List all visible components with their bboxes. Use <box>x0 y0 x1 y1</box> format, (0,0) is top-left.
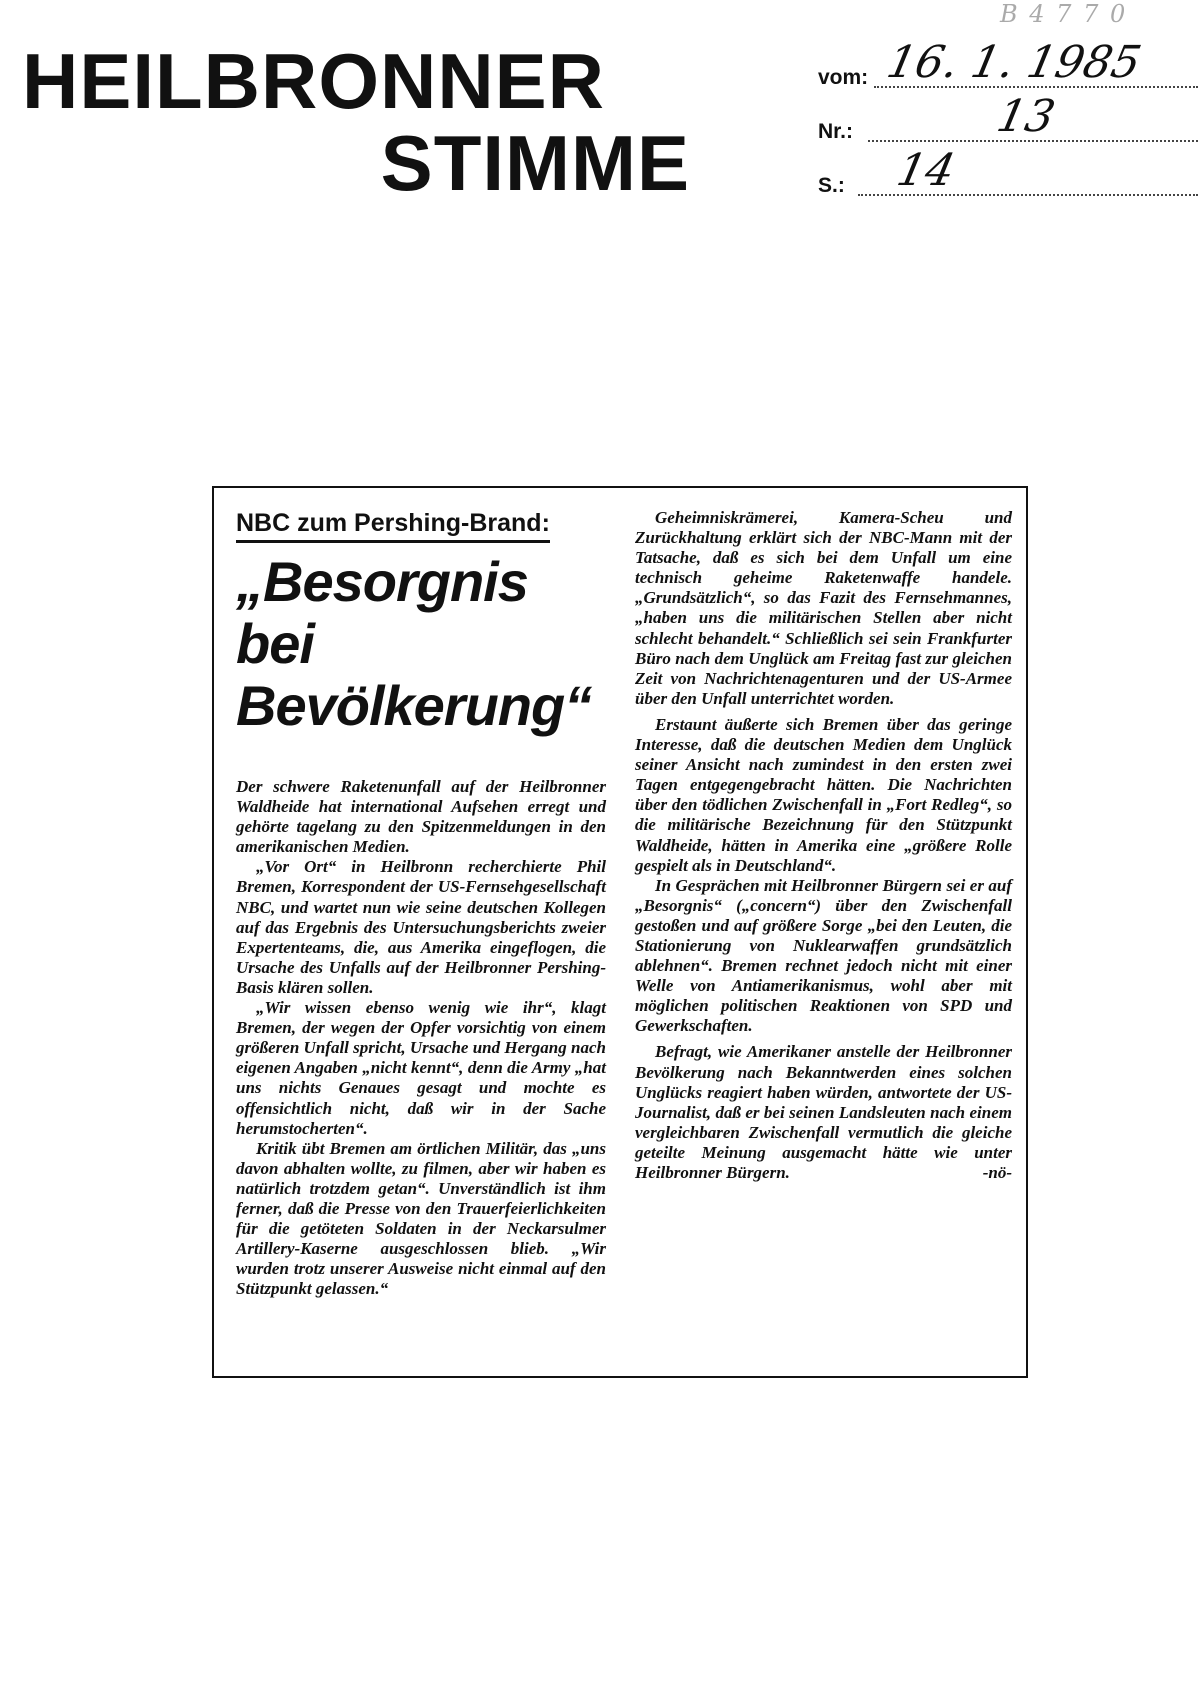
date-label: vom: <box>818 66 869 89</box>
date-value: 16. 1. 1985 <box>882 37 1146 88</box>
date-row <box>818 37 1198 94</box>
issue-number-row <box>818 91 1198 148</box>
article-paragraph: Erstaunt äußerte sich Bremen über das geringe Interesse, daß die deutschen Medien dem Unglück seiner Ansicht nach zumindest in den ersten zwei Tagen entgegengebracht hätten. Die Nachrichten über den tödlichen Zwischenfall in „Fort Redleg“, so die militärische Bezeichnung für den Stützpunkt Waldheide, hätten in Amerika eine „größere Rolle gespielt als in Deutschland“. <box>635 714 1012 875</box>
article-paragraph: In Gesprächen mit Heilbronner Bürgern sei er auf „Besorgnis“ („concern“) über den Zwischenfall gestoßen und auf größere Sorge „bei den Leuten, die Stationierung von Nuklearwaffen grundsätzlich ablehnen“. Bremen rechnet jedoch nicht mit einer Welle von Antiamerikanismus, wohl aber mit möglichen politischen Reaktionen von SPD und Gewerkschaften. <box>635 875 1012 1036</box>
clipping-metadata <box>818 37 1198 202</box>
page-number-row <box>818 145 1198 202</box>
page-number-value: 14 <box>892 145 960 196</box>
article-right-column <box>635 508 1012 1183</box>
archive-note: B 4 7 7 0 <box>1000 0 1128 28</box>
article-kicker: NBC zum Pershing-Brand: <box>236 508 550 543</box>
issue-number-value: 13 <box>992 91 1060 142</box>
author-signature: -nö- <box>982 1163 1012 1183</box>
article-paragraph: „Wir wissen ebenso wenig wie ihr“, klagt Bremen, der wegen der Opfer vorsichtig von einem größeren Unfall spricht, Ursache und Hergang nach eigenen Angaben „nicht kennt“, denn die Army „hat uns nichts Genaues gesagt und mochte es offensichtlich nicht, daß wir in der Sache herumstocherten“. <box>236 998 606 1138</box>
page-number-label: S.: <box>818 174 845 197</box>
article-paragraph: Kritik übt Bremen am örtlichen Militär, das „uns davon abhalten wollte, zu filmen, aber wir haben es natürlich trotzdem getan“. Unverständlich ist ihm ferner, daß die Presse von den Trauerfeierlichkeiten für die getöteten Soldaten in der Neckarsulmer Artillery-Kaserne ausgeschlossen blieb. „Wir wurden trotz unserer Ausweise nicht einmal auf den Stützpunkt gelassen.“ <box>236 1138 606 1299</box>
article-paragraph: „Vor Ort“ in Heilbronn recherchierte Phil Bremen, Korrespondent der US-Fernsehgesellschaft NBC, und wartet nun wie seine deutschen Kollegen auf das Ergebnis des Untersuchungsberichts zweier Expertenteams, die, aus Amerika eingeflogen, die Ursache des Unfalls auf der Heilbronner Pershing-Basis klären sollen. <box>236 857 606 997</box>
article-paragraph: Geheimniskrämerei, Kamera-Scheu und Zurückhaltung erklärt sich der NBC-Mann mit der Tatsache, daß es sich bei dem Unfall um eine technisch geheime Raketenwaffe handele. „Grundsätzlich“, so das Fazit des Fernsehmannes, „haben uns die militärischen Stellen aber nicht schlecht behandelt.“ Schließlich sei sein Frankfurter Büro nach dem Unglück am Freitag fast zur gleichen Zeit von Nachrichtenagenturen und der US-Armee über den Unfall unterrichtet worden. <box>635 508 1012 708</box>
masthead-line-2: STIMME <box>380 119 690 207</box>
article-left-column <box>236 508 606 1299</box>
newspaper-masthead <box>22 37 690 207</box>
article-paragraph: Der schwere Raketenunfall auf der Heilbronner Waldheide hat international Aufsehen erregt und gehörte tagelang zu den Spitzenmeldungen in den amerikanischen Medien. <box>236 777 606 857</box>
issue-number-label: Nr.: <box>818 120 854 143</box>
article-headline: „Besorgnis bei Bevölkerung“ <box>236 550 592 737</box>
article-paragraph: Befragt, wie Amerikaner anstelle der Heilbronner Bevölkerung nach Bekanntwerden eines solchen Unglücks reagiert haben würden, antwortete der US-Journalist, daß er bei seinen Landsleuten nach einem vergleichbaren Zwischenfall vermutlich die gleiche geteilte Meinung ausgemacht hätte wie unter Heilbronner Bürgern. <box>635 1042 1012 1182</box>
masthead-line-1: HEILBRONNER <box>22 37 606 125</box>
article-clipping <box>212 486 1028 1378</box>
